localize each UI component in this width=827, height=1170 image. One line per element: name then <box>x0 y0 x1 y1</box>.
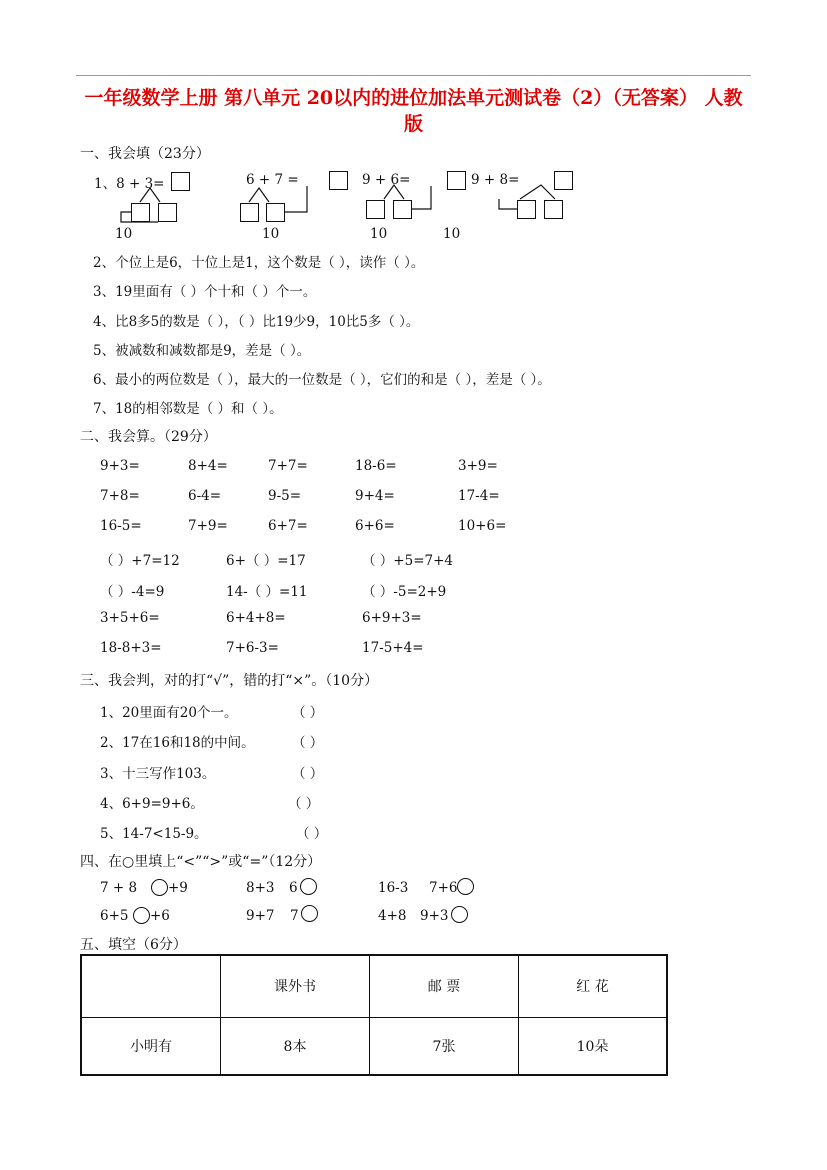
q1-expr-b: 6 + 7 = <box>246 172 299 188</box>
q2: 2、个位上是6，十位上是1，这个数是（ ），读作（ ）。 <box>93 255 425 271</box>
compare-right: 6 <box>289 880 298 896</box>
compare-left: 7 + 8 <box>100 880 138 896</box>
fill-table <box>80 954 668 1076</box>
judge-paren[interactable]: （ ） <box>288 796 320 812</box>
section-2-heading: 二、我会算。（29分） <box>80 429 217 445</box>
calc-item: 18-6= <box>355 458 397 474</box>
ten-label: 10 <box>262 226 280 242</box>
table-cell-stamps: 7张 <box>370 1017 519 1075</box>
table-header-flowers: 红 花 <box>519 955 668 1017</box>
table-cell-flowers: 10朵 <box>519 1017 668 1075</box>
compare-left: 6+5 <box>100 908 129 924</box>
calc-item: （ ）+7=12 <box>100 553 180 569</box>
split-box[interactable] <box>266 203 285 222</box>
judge-item: 5、14-7<15-9。 <box>100 826 208 842</box>
compare-left: 8+3 <box>246 880 275 896</box>
split-box[interactable] <box>366 200 385 219</box>
compare-left: 9+7 <box>246 908 275 924</box>
calc-item: 10+6= <box>458 518 507 534</box>
calc-item: 17-4= <box>458 488 500 504</box>
calc-item: 16-5= <box>100 518 142 534</box>
split-box[interactable] <box>393 200 412 219</box>
section-1-heading: 一、我会填（23分） <box>80 146 210 162</box>
table-header-empty <box>81 955 221 1017</box>
calc-item: 9+4= <box>355 488 395 504</box>
q5: 5、被减数和减数都是9，差是（ ）。 <box>93 343 311 359</box>
section-3-heading: 三、我会判，对的打“√”，错的打“×”。（10分） <box>80 673 379 689</box>
table-cell-books: 8本 <box>221 1017 370 1075</box>
q6: 6、最小的两位数是（ ），最大的一位数是（ ），它们的和是（ ），差是（ ）。 <box>93 372 551 388</box>
calc-item: （ ）+5=7+4 <box>362 553 453 569</box>
calc-item: 6+（ ）=17 <box>226 553 306 569</box>
calc-item: 18-8+3= <box>100 640 162 656</box>
q7: 7、18的相邻数是（ ）和（ ）。 <box>93 401 283 417</box>
table-header-stamps: 邮 票 <box>370 955 519 1017</box>
calc-item: 3+9= <box>458 458 498 474</box>
answer-box[interactable] <box>329 171 348 190</box>
page-title-cont: 版 <box>403 113 423 135</box>
calc-item: 7+9= <box>188 518 228 534</box>
calc-item: 9-5= <box>268 488 302 504</box>
compare-circle[interactable] <box>133 907 150 924</box>
judge-item: 3、十三写作103。 <box>100 766 216 782</box>
compare-right: 9+3 <box>420 908 449 924</box>
calc-item: 6+4+8= <box>226 610 286 626</box>
calc-item: 8+4= <box>188 458 228 474</box>
q1-expr-d: 9 + 8= <box>471 172 520 188</box>
table-header-books: 课外书 <box>221 955 370 1017</box>
calc-item: 9+3= <box>100 458 140 474</box>
compare-left: 4+8 <box>378 908 407 924</box>
judge-paren[interactable]: （ ） <box>292 735 324 751</box>
q3: 3、19里面有（ ）个十和（ ）个一。 <box>93 284 317 300</box>
ten-label: 10 <box>443 226 461 242</box>
split-box[interactable] <box>158 203 177 222</box>
compare-circle[interactable] <box>451 906 468 923</box>
calc-item: 7+6-3= <box>226 640 279 656</box>
table-row-label: 小明有 <box>81 1017 221 1075</box>
answer-box[interactable] <box>554 171 573 190</box>
split-box[interactable] <box>544 200 563 219</box>
split-box[interactable] <box>131 203 150 222</box>
calc-item: 17-5+4= <box>362 640 424 656</box>
calc-item: 14-（ ）=11 <box>226 584 308 600</box>
split-box[interactable] <box>517 200 536 219</box>
judge-paren[interactable]: （ ） <box>296 826 328 842</box>
q4: 4、比8多5的数是（ ），（ ）比19少9，10比5多（ ）。 <box>93 314 420 330</box>
judge-item: 4、6+9=9+6。 <box>100 796 204 812</box>
calc-item: 6+6= <box>355 518 395 534</box>
calc-item: （ ）-4=9 <box>100 584 165 600</box>
compare-circle[interactable] <box>301 905 318 922</box>
compare-circle[interactable] <box>457 878 474 895</box>
judge-paren[interactable]: （ ） <box>292 705 324 721</box>
compare-right: 7+6 <box>429 880 458 896</box>
calc-item: 6+9+3= <box>362 610 422 626</box>
split-box[interactable] <box>240 203 259 222</box>
calc-item: （ ）-5=2+9 <box>362 584 447 600</box>
calc-item: 3+5+6= <box>100 610 160 626</box>
compare-right: +6 <box>150 908 170 924</box>
compare-right: 7 <box>290 908 299 924</box>
ten-label: 10 <box>370 226 388 242</box>
compare-circle[interactable] <box>151 879 168 896</box>
calc-item: 7+8= <box>100 488 140 504</box>
answer-box[interactable] <box>171 172 190 191</box>
header-rule <box>76 75 751 76</box>
compare-circle[interactable] <box>300 878 317 895</box>
compare-right: +9 <box>168 880 188 896</box>
judge-item: 1、20里面有20个一。 <box>100 705 238 721</box>
compare-left: 16-3 <box>378 880 409 896</box>
section-5-heading: 五、填空（6分） <box>80 937 187 953</box>
answer-box[interactable] <box>447 171 466 190</box>
calc-item: 6-4= <box>188 488 222 504</box>
q1-expr-a: 1、8 + 3= <box>94 176 165 192</box>
judge-paren[interactable]: （ ） <box>292 766 324 782</box>
page-title: 一年级数学上册 第八单元 20以内的进位加法单元测试卷（2）（无答案） 人教 <box>84 87 743 109</box>
calc-item: 6+7= <box>268 518 308 534</box>
judge-item: 2、17在16和18的中间。 <box>100 735 255 751</box>
q1-expr-c: 9 + 6= <box>362 172 411 188</box>
ten-label: 10 <box>115 226 133 242</box>
section-4-heading: 四、在○里填上“<”“>”或“=”（12分） <box>80 854 322 870</box>
calc-item: 7+7= <box>268 458 308 474</box>
